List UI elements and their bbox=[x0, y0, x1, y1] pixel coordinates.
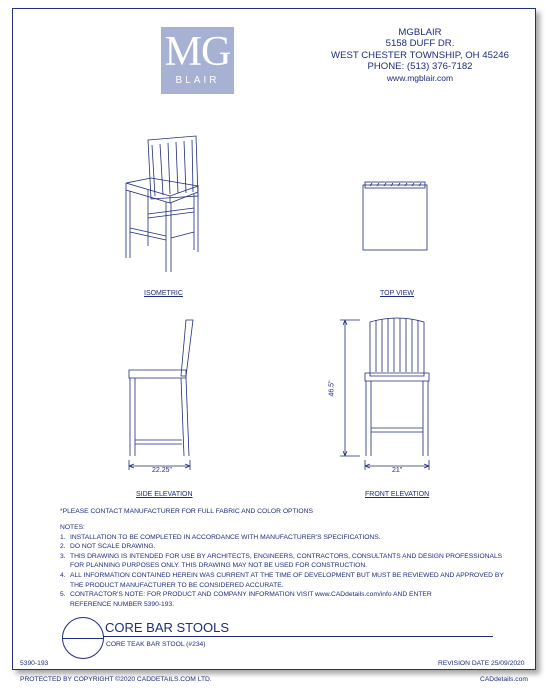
caddetails-link[interactable]: CADdetails.com bbox=[480, 676, 528, 683]
drawing-title: CORE BAR STOOLS bbox=[105, 620, 230, 635]
contact-manufacturer-note: *PLEASE CONTACT MANUFACTURER FOR FULL FABRIC AND COLOR OPTIONS bbox=[60, 508, 313, 515]
side-elevation-label: SIDE ELEVATION bbox=[136, 491, 193, 498]
drawing-subtitle: CORE TEAK BAR STOOL (#234) bbox=[106, 641, 206, 648]
front-width-dimension: 21" bbox=[392, 467, 403, 474]
side-elevation-stool-drawing bbox=[129, 320, 193, 470]
note-item: 2. DO NOT SCALE DRAWING. bbox=[60, 543, 156, 551]
logo-main-text: MG bbox=[164, 29, 231, 75]
company-name: MGBLAIR bbox=[398, 27, 442, 38]
title-symbol-icon bbox=[62, 617, 104, 659]
side-width-dimension: 22.25" bbox=[152, 467, 173, 474]
note-item: 4. ALL INFORMATION CONTAINED HEREIN WAS CURRENT AT THE TIME OF DEVELOPMENT BUT MUST BE REVIEWED AND APPROVED BY bbox=[60, 571, 504, 579]
note-item: 1. INSTALLATION TO BE COMPLETED IN ACCORDANCE WITH MANUFACTURER'S SPECIFICATIONS. bbox=[60, 533, 381, 541]
top-view-stool-drawing bbox=[363, 182, 427, 250]
isometric-label: ISOMETRIC bbox=[144, 290, 183, 297]
front-elevation-stool-drawing bbox=[340, 318, 429, 470]
front-height-dimension: 46.5" bbox=[328, 380, 336, 397]
revision-date: REVISION DATE 25/09/2020 bbox=[438, 660, 525, 667]
isometric-stool-drawing bbox=[126, 136, 198, 272]
company-website[interactable]: www.mgblair.com bbox=[386, 72, 454, 83]
note-item-continued: REFERENCE NUMBER 5390-193. bbox=[70, 600, 175, 608]
reference-number: 5390-193 bbox=[20, 660, 49, 667]
note-item-continued: THE PRODUCT MANUFACTURER TO BE CONSIDERED ACCURATE. bbox=[70, 581, 284, 589]
title-divider bbox=[103, 636, 493, 637]
company-phone: PHONE: (513) 376-7182 bbox=[367, 61, 473, 73]
note-item: 5. CONTRACTOR'S NOTE: FOR PRODUCT AND COMPANY INFORMATION VISIT www.CADdetails.com/info AND ENTER bbox=[60, 591, 432, 599]
copyright-text: PROTECTED BY COPYRIGHT ©2020 CADDETAILS.COM LTD. bbox=[20, 676, 212, 683]
logo-sub-text: BLAIR bbox=[175, 75, 220, 86]
front-elevation-label: FRONT ELEVATION bbox=[365, 491, 430, 498]
note-item-continued: FOR PLANNING PURPOSES ONLY. THIS DRAWING MAY NOT BE USED FOR CONSTRUCTION. bbox=[70, 562, 368, 570]
top-view-label: TOP VIEW bbox=[380, 290, 414, 297]
notes-block bbox=[60, 523, 504, 609]
company-address-line1: 5158 DUFF DR. bbox=[385, 38, 455, 50]
notes-heading: NOTES: bbox=[60, 524, 85, 531]
note-item: 3. THIS DRAWING IS INTENDED FOR USE BY ARCHITECTS, ENGINEERS, CONTRACTORS, CONSULTANTS AND DESIGN PROFESSIONALS bbox=[60, 552, 503, 560]
company-address-line2: WEST CHESTER TOWNSHIP, OH 45246 bbox=[331, 49, 509, 61]
